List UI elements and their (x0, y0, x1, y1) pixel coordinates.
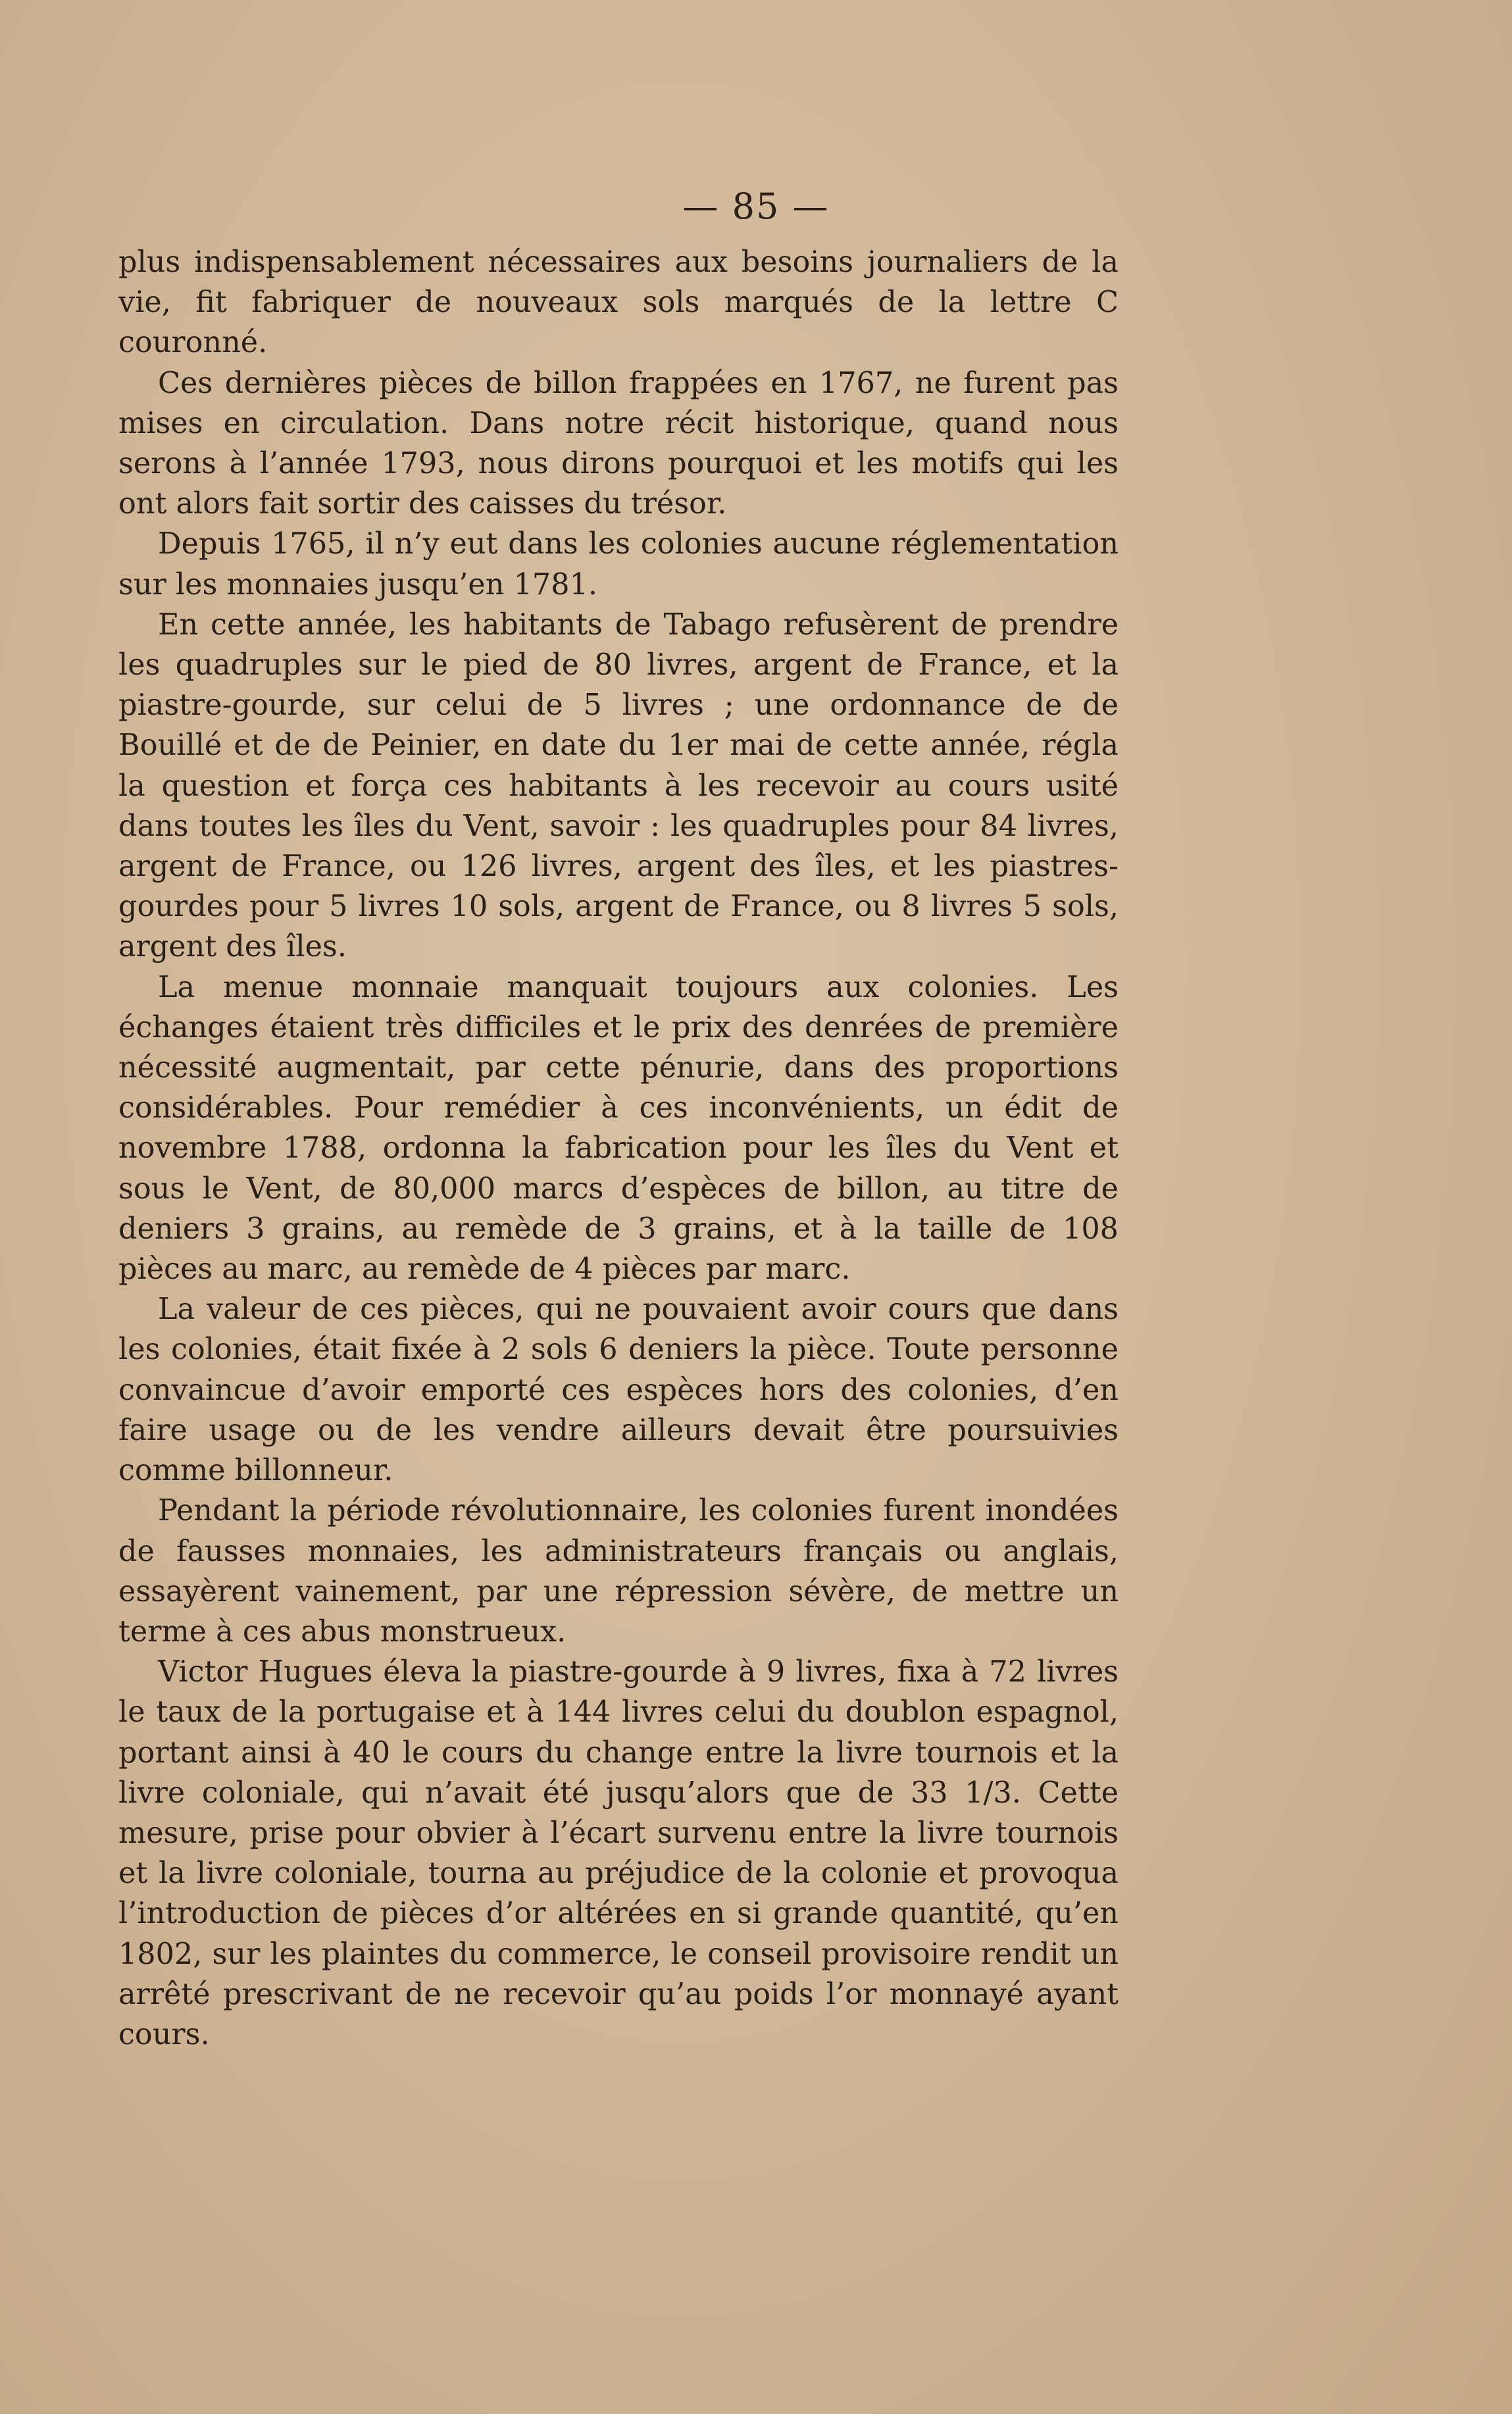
paragraph-8: Victor Hugues éleva la piastre-gourde à 9 livres, fixa à 72 livres le taux de la portugaise et à 144 livres celui du doublon espagnol, portant ainsi à 40 le cours du change entre la livre tournois et la livre coloniale, qui n’avait été jusqu’alors que de 33 1/3. Cette mesure, prise pour obvier à l’écart survenu entre la livre tournois et la livre coloniale, tourna au préjudice de la colonie et provoqua l’introduction de pièces d’or altérées en si grande quantité, qu’en 1802, sur les plaintes du commerce, le conseil provisoire rendit un arrêté prescrivant de ne recevoir qu’au poids l’or monnayé ayant cours. (118, 1655, 1119, 2051)
page-number: — 85 — (682, 186, 830, 227)
body-text (118, 242, 1119, 2055)
paragraph-5: La menue monnaie manquait toujours aux colonies. Les échanges étaient très difficiles et le prix des denrées de première nécessité augmentait, par cette pénurie, dans des proportions considérables. Pour remédier à ces inconvénients, un édit de novembre 1788, ordonna la fabrication pour les îles du Vent et sous le Vent, de 80,000 marcs d’espèces de billon, au titre de deniers 3 grains, au remède de 3 grains, et à la taille de 108 pièces au marc, au remède de 4 pièces par marc. (118, 970, 1119, 1287)
paragraph-6: La valeur de ces pièces, qui ne pouvaient avoir cours que dans les colonies, était fixée à 2 sols 6 deniers la pièce. Toute personne convaincue d’avoir emporté ces espèces hors des colonies, d’en faire usage ou de les vendre ailleurs devait être poursuivies comme billonneur. (118, 1293, 1119, 1488)
paragraph-4: En cette année, les habitants de Tabago refusèrent de prendre les quadruples sur le pied de 80 livres, argent de France, et la piastre-gourde, sur celui de 5 livres ; une ordonnance de de Bouillé et de de Peinier, en date du 1er mai de cette année, régla la question et força ces habitants à les recevoir au cours usité dans toutes les îles du Vent, savoir : les quadruples pour 84 livres, argent de France, ou 126 livres, argent des îles, et les piastres-gourdes pour 5 livres 10 sols, argent de France, ou 8 livres 5 sols, argent des îles. (118, 607, 1119, 964)
paragraph-1: plus indispensablement nécessaires aux besoins journaliers de la vie, fit fabriquer de nouveaux sols marqués de la lettre C couronné. (118, 245, 1119, 360)
paragraph-3: Depuis 1765, il n’y eut dans les colonies aucune réglementation sur les monnaies jusqu’en 1781. (118, 527, 1119, 602)
paragraph-7: Pendant la période révolutionnaire, les colonies furent inondées de fausses monnaies, les administrateurs français ou anglais, essayèrent vainement, par une répression sévère, de mettre un terme à ces abus monstrueux. (118, 1494, 1119, 1649)
paragraph-2: Ces dernières pièces de billon frappées en 1767, ne furent pas mises en circulation. Dans notre récit historique, quand nous serons à l’année 1793, nous dirons pourquoi et les motifs qui les ont alors fait sortir des caisses du trésor. (118, 366, 1119, 521)
